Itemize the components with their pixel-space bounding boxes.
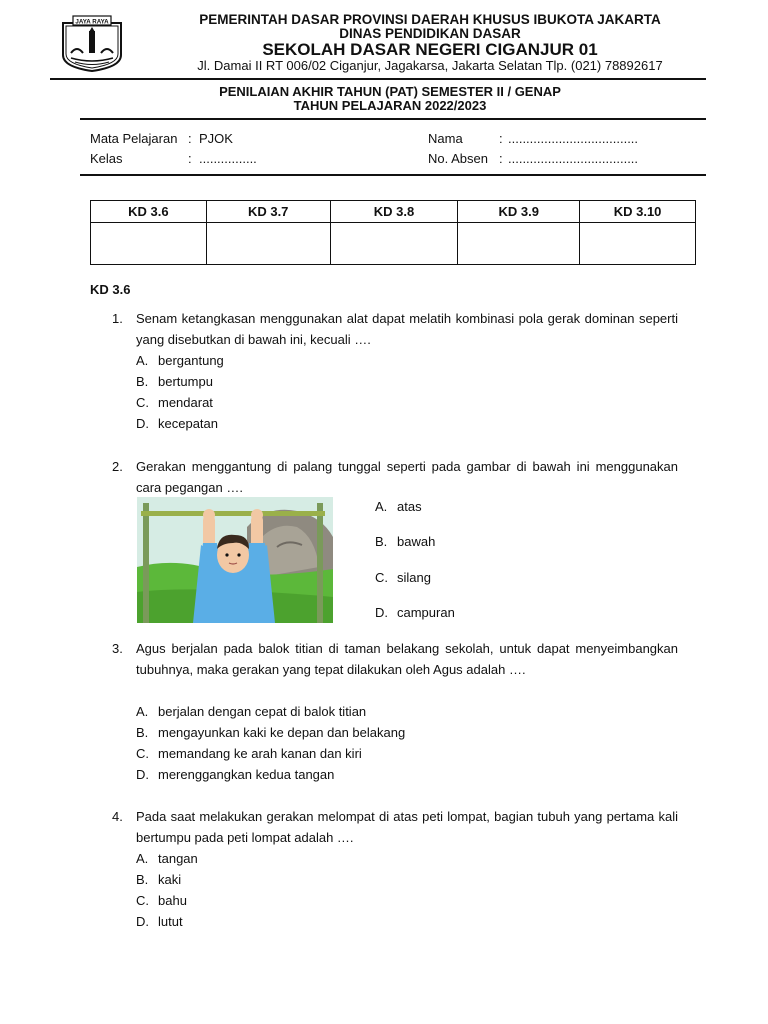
question-text: Agus berjalan pada balok titian di taman belakang sekolah, untuk dapat menyeimbangkan tubuhnya, maka gerakan yang tepat dilakukan oleh Agus adalah …. bbox=[136, 641, 678, 677]
option-c[interactable] bbox=[136, 392, 213, 413]
subject-label: Mata Pelajaran bbox=[90, 131, 178, 146]
class-separator: : bbox=[188, 151, 192, 166]
option-text: bergantung bbox=[158, 353, 224, 368]
kd-score-row bbox=[91, 223, 696, 265]
option-text: bawah bbox=[397, 534, 436, 549]
class-label: Kelas bbox=[90, 151, 123, 166]
absen-label: No. Absen bbox=[428, 151, 488, 166]
option-letter: D. bbox=[136, 416, 149, 431]
kd-score-cell[interactable] bbox=[458, 223, 580, 265]
option-letter: C. bbox=[136, 893, 149, 908]
option-d[interactable] bbox=[136, 413, 218, 434]
subject-value: PJOK bbox=[199, 131, 233, 146]
kd-header-cell: KD 3.10 bbox=[580, 201, 696, 223]
identity-divider bbox=[80, 174, 706, 176]
option-text: tangan bbox=[158, 851, 198, 866]
option-c[interactable] bbox=[375, 570, 431, 585]
option-text: lutut bbox=[158, 914, 183, 929]
kd-header-cell: KD 3.9 bbox=[458, 201, 580, 223]
option-c[interactable] bbox=[136, 890, 187, 911]
kd-score-cell[interactable] bbox=[206, 223, 330, 265]
option-letter: A. bbox=[136, 353, 149, 368]
option-a[interactable] bbox=[375, 499, 422, 514]
option-letter: A. bbox=[136, 851, 149, 866]
question-number: 4. bbox=[112, 809, 123, 824]
name-separator: : bbox=[499, 131, 503, 146]
option-letter: D. bbox=[375, 605, 388, 620]
jakarta-emblem-logo bbox=[57, 15, 127, 73]
header-address: Jl. Damai II RT 006/02 Ciganjur, Jagakarsa, Jakarta Selatan Tlp. (021) 78892617 bbox=[197, 58, 663, 73]
option-letter: A. bbox=[136, 704, 149, 719]
exam-title: PENILAIAN AKHIR TAHUN (PAT) SEMESTER II / GENAP bbox=[219, 84, 561, 99]
subject-separator: : bbox=[188, 131, 192, 146]
header-government: PEMERINTAH DASAR PROVINSI DAERAH KHUSUS IBUKOTA JAKARTA bbox=[199, 12, 661, 27]
question-number: 1. bbox=[112, 311, 123, 326]
option-letter: A. bbox=[375, 499, 388, 514]
kd-score-cell[interactable] bbox=[330, 223, 458, 265]
class-field[interactable]: ................ bbox=[199, 151, 257, 166]
question-number: 3. bbox=[112, 641, 123, 656]
name-field[interactable]: .................................... bbox=[508, 131, 639, 146]
option-letter: C. bbox=[375, 570, 388, 585]
option-text: atas bbox=[397, 499, 422, 514]
option-text: bahu bbox=[158, 893, 187, 908]
option-letter: C. bbox=[136, 395, 149, 410]
section-label: KD 3.6 bbox=[90, 282, 131, 297]
option-text: silang bbox=[397, 570, 431, 585]
question-number: 2. bbox=[112, 459, 123, 474]
option-letter: D. bbox=[136, 767, 149, 782]
kd-header-cell: KD 3.6 bbox=[91, 201, 207, 223]
logo-text: JAYA RAYA bbox=[75, 18, 109, 26]
option-b[interactable] bbox=[136, 869, 181, 890]
option-a[interactable] bbox=[136, 701, 366, 722]
option-text: merenggangkan kedua tangan bbox=[158, 767, 335, 782]
option-text: mengayunkan kaki ke depan dan belakang bbox=[158, 725, 406, 740]
option-letter: B. bbox=[136, 872, 149, 887]
option-a[interactable] bbox=[136, 350, 224, 371]
option-d[interactable] bbox=[136, 911, 183, 932]
hanging-bar-illustration bbox=[137, 497, 333, 623]
kd-score-cell[interactable] bbox=[580, 223, 696, 265]
option-b[interactable] bbox=[136, 722, 405, 743]
option-d[interactable] bbox=[375, 605, 455, 620]
option-a[interactable] bbox=[136, 848, 198, 869]
option-text: campuran bbox=[397, 605, 455, 620]
option-text: bertumpu bbox=[158, 374, 213, 389]
option-text: mendarat bbox=[158, 395, 213, 410]
option-text: kecepatan bbox=[158, 416, 218, 431]
absen-separator: : bbox=[499, 151, 503, 166]
title-divider bbox=[80, 118, 706, 120]
header-school-name: SEKOLAH DASAR NEGERI CIGANJUR 01 bbox=[262, 40, 598, 59]
option-letter: B. bbox=[375, 534, 388, 549]
absen-field[interactable]: .................................... bbox=[508, 151, 639, 166]
kd-header-cell: KD 3.7 bbox=[206, 201, 330, 223]
question-text: Senam ketangkasan menggunakan alat dapat melatih kombinasi pola gerak dominan seperti yang disebutkan di bawah ini, kecuali …. bbox=[136, 311, 678, 347]
kd-score-table bbox=[90, 200, 696, 265]
kd-score-cell[interactable] bbox=[91, 223, 207, 265]
option-b[interactable] bbox=[375, 534, 435, 549]
option-c[interactable] bbox=[136, 743, 362, 764]
name-label: Nama bbox=[428, 131, 463, 146]
option-letter: C. bbox=[136, 746, 149, 761]
option-text: kaki bbox=[158, 872, 182, 887]
option-b[interactable] bbox=[136, 371, 213, 392]
question-text: Pada saat melakukan gerakan melompat di atas peti lompat, bagian tubuh yang pertama kali bertumpu pada peti lompat adalah …. bbox=[136, 809, 678, 845]
question-text: Gerakan menggantung di palang tunggal seperti pada gambar di bawah ini menggunakan cara pegangan …. bbox=[136, 459, 678, 495]
kd-header-cell: KD 3.8 bbox=[330, 201, 458, 223]
exam-year: TAHUN PELAJARAN 2022/2023 bbox=[293, 98, 487, 113]
option-letter: D. bbox=[136, 914, 149, 929]
option-letter: B. bbox=[136, 725, 149, 740]
option-text: berjalan dengan cepat di balok titian bbox=[158, 704, 367, 719]
option-text: memandang ke arah kanan dan kiri bbox=[158, 746, 362, 761]
header-divider bbox=[50, 78, 706, 80]
header-department: DINAS PENDIDIKAN DASAR bbox=[339, 26, 521, 41]
option-d[interactable] bbox=[136, 764, 334, 785]
option-letter: B. bbox=[136, 374, 149, 389]
kd-header-row bbox=[91, 201, 696, 223]
